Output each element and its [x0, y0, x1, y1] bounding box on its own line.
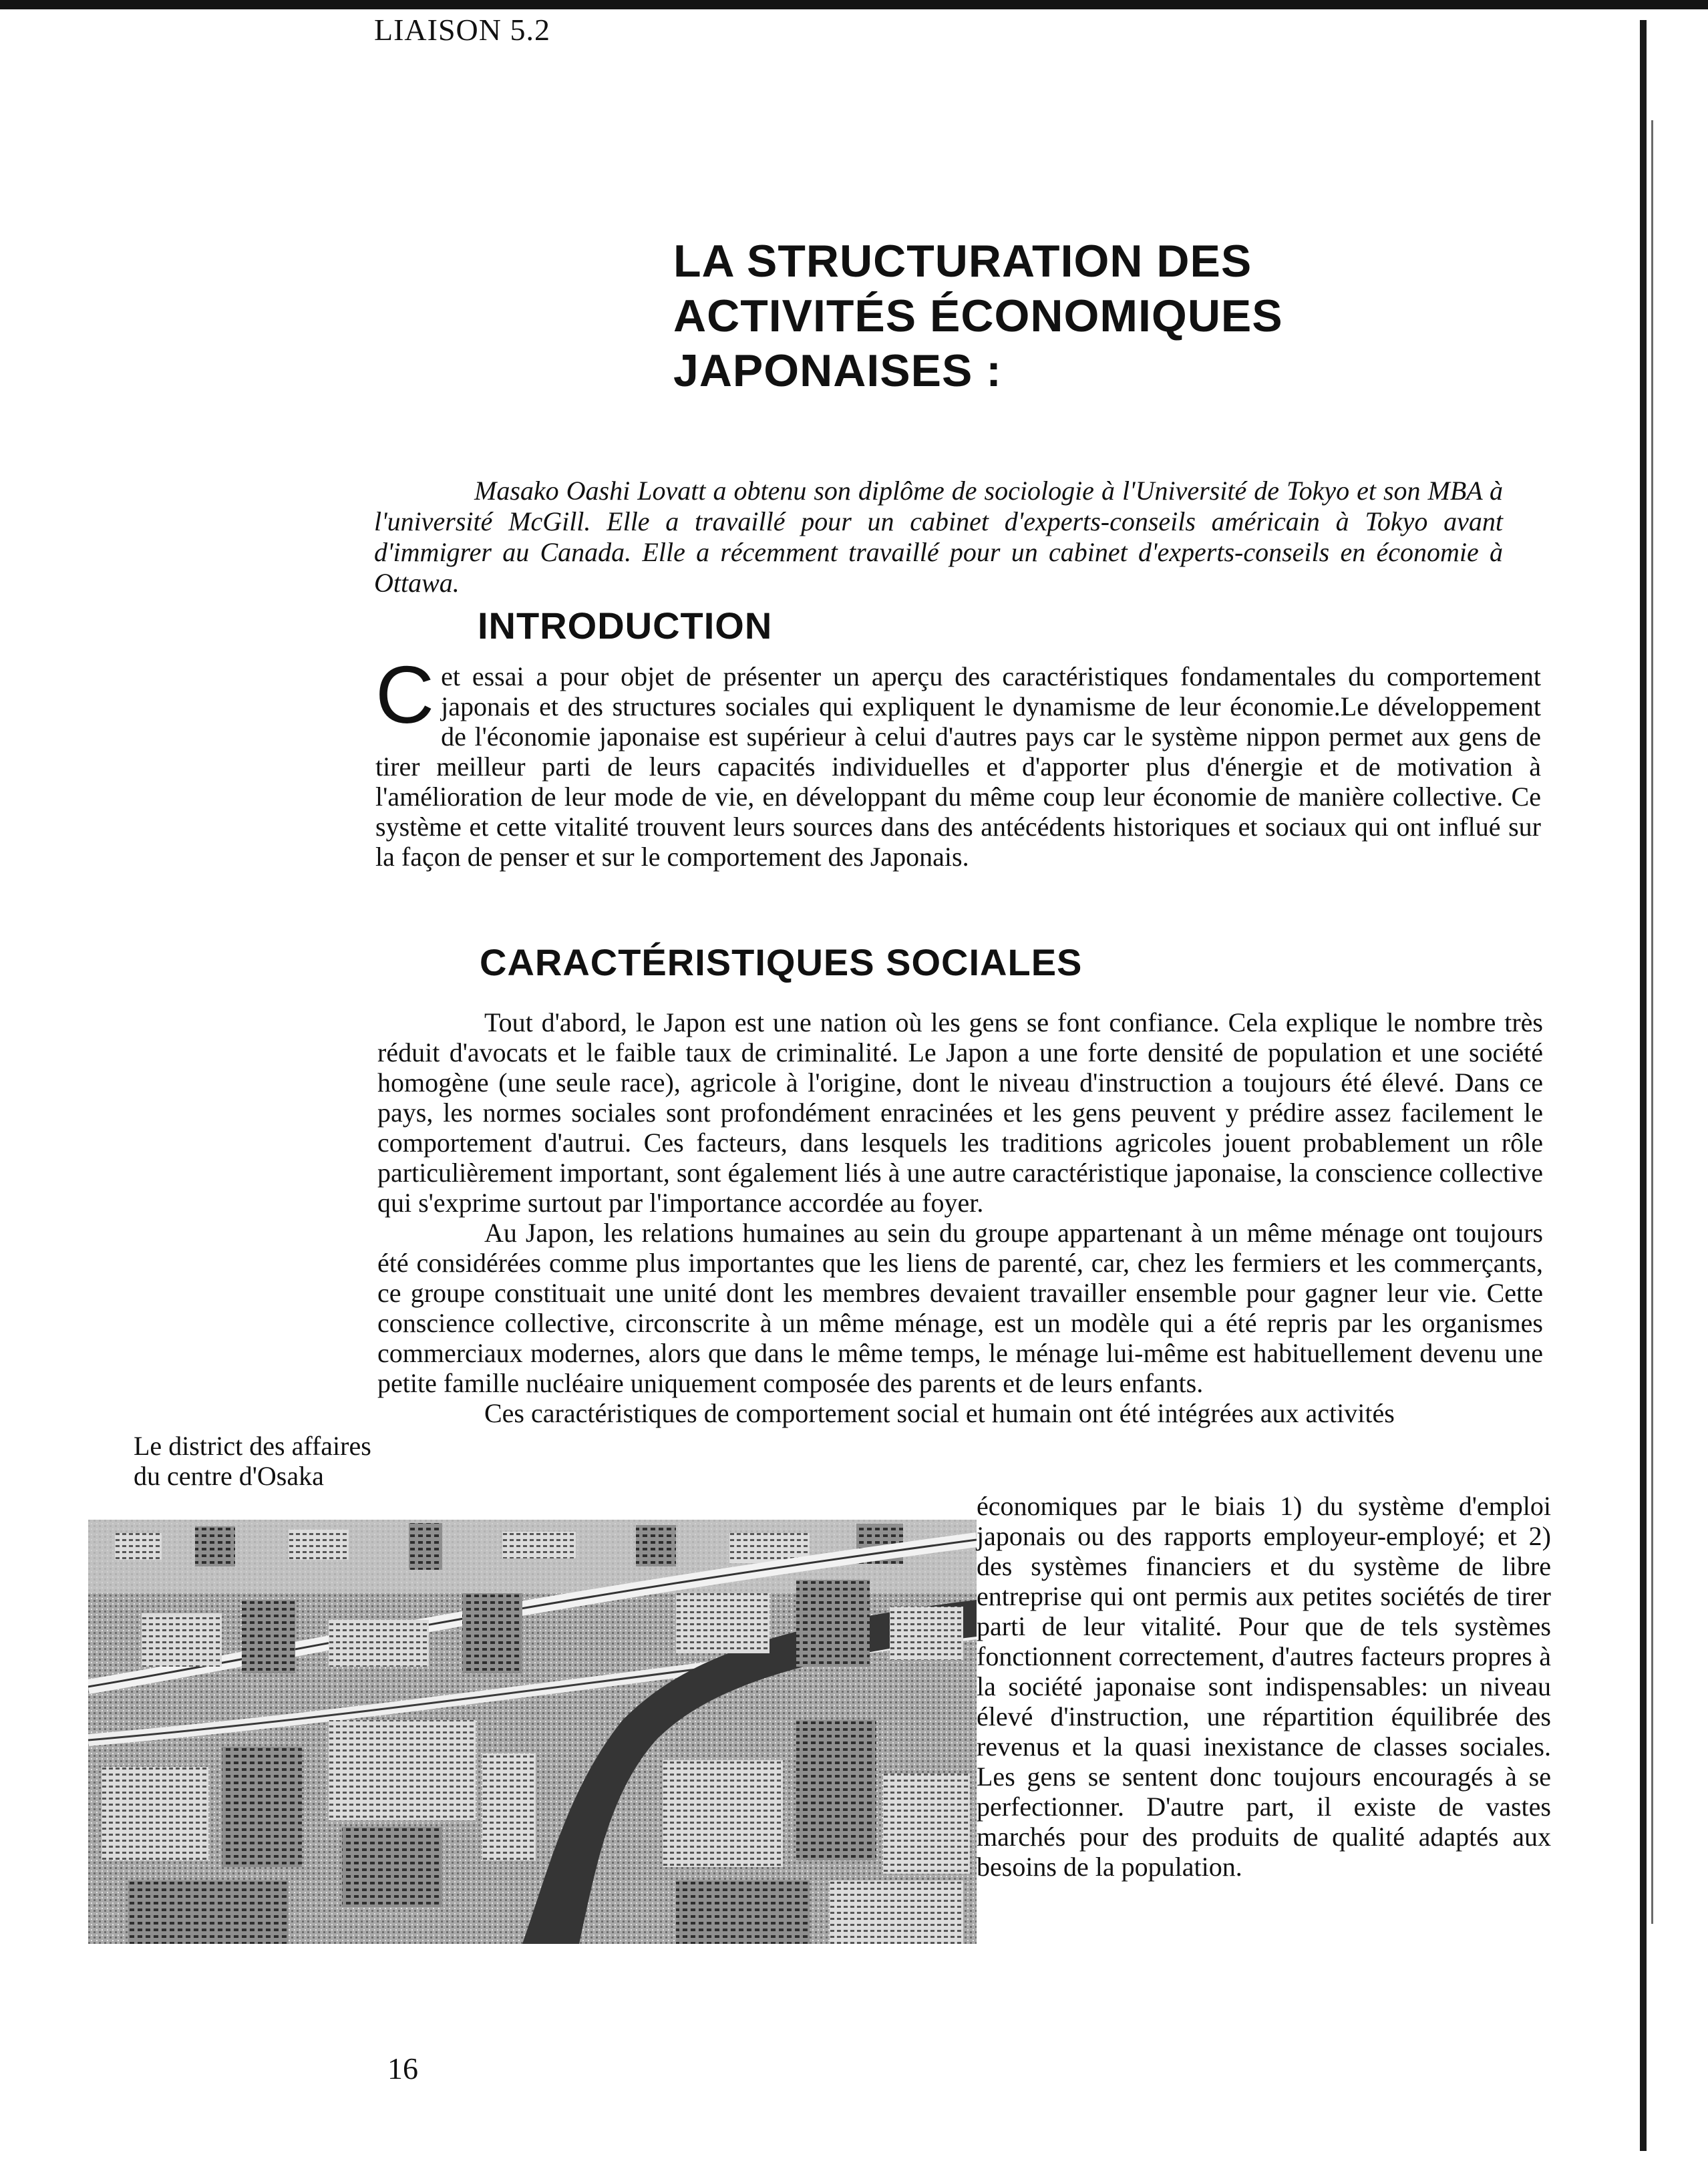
article-title: [673, 234, 1542, 398]
page-number: 16: [387, 2051, 418, 2085]
title-line: JAPONAISES :: [673, 345, 1002, 396]
title-line: LA STRUCTURATION DES: [673, 236, 1252, 287]
binding-shadow-line: [1651, 120, 1653, 1924]
top-rule: [0, 0, 1708, 9]
social-section-body: [377, 1007, 1543, 1428]
introduction-paragraph: [375, 649, 1541, 872]
drop-cap: C: [375, 649, 435, 740]
body-paragraph: Tout d'abord, le Japon est une nation où les gens se font confiance. Cela explique le nombre très réduit d'avocats et le faible taux de criminalité. Le Japon a une forte densité de population et une société homogène (une seule race), agricole à l'origine, dont le niveau d'instruction a toujours été élevé. Dans ce pays, les normes sociales sont profondément enracinées et les gens peuvent y prédire assez facilement le comportement d'autrui. Ces facteurs, dans lesquels les traditions agricoles jouent probablement un rôle particulièrement important, sont également liés à une autre caractéristique japonaise, la conscience collective qui s'exprime surtout par l'importance accordée au foyer.: [377, 1007, 1543, 1218]
wrapped-continuation-text: économiques par le biais 1) du système d'emploi japonais ou des rapports employeur-employé; et 2) des systèmes financiers et du système de libre entreprise qui ont permis aux petites sociétés de tirer parti de leur vitalité. Pour que de tels systèmes fonctionnent correctement, d'autres facteurs propres à la société japonaise sont indispensables: un niveau élevé d'instruction, une répartition équilibrée des revenus et la quasi inexistance de classes sociales. Les gens se sentent donc toujours encouragés à se perfectionner. D'autre part, il existe de vastes marchés pour des produits de qualité adaptés aux besoins de la population.: [977, 1491, 1551, 1882]
osaka-aerial-photo: [88, 1520, 977, 1944]
social-heading: CARACTÉRISTIQUES SOCIALES: [480, 941, 1083, 983]
introduction-heading: INTRODUCTION: [478, 605, 773, 647]
title-line: ACTIVITÉS ÉCONOMIQUES: [673, 291, 1283, 341]
running-head: LIAISON 5.2: [374, 13, 550, 47]
photo-caption: Le district des affaires du centre d'Osaka: [134, 1431, 371, 1491]
body-paragraph: Ces caractéristiques de comportement social et humain ont été intégrées aux activités: [484, 1398, 1395, 1428]
author-byline: Masako Oashi Lovatt a obtenu son diplôme de sociologie à l'Université de Tokyo et son MBA à l'université McGill. Elle a travaillé pour un cabinet d'experts-conseils américain à Tokyo avant d'immigrer au Canada. Elle a récemment travaillé pour un cabinet d'experts-conseils en économie à Ottawa.: [374, 476, 1503, 598]
introduction-text: et essai a pour objet de présenter un aperçu des caractéristiques fondamentales du comportement japonais et des structures sociales qui expliquent le dynamisme de leur économie.Le développement de l'économie japonaise est supérieur à celui d'autres pays car le système nippon permet aux gens de tirer meilleur parti de leurs capacités individuelles et d'apporter plus d'énergie et de motivation à l'amélioration de leur mode de vie, en développant du même coup leur économie de manière collective. Ce système et cette vitalité trouvent leurs sources dans des antécédents historiques et sociaux qui ont influé sur la façon de penser et sur le comportement des Japonais.: [375, 661, 1541, 872]
body-paragraph: Au Japon, les relations humaines au sein du groupe appartenant à un même ménage ont toujours été considérées comme plus importantes que les liens de parenté, car, chez les fermiers et les commerçants, ce groupe constituait une unité dont les membres devaient travailler ensemble pour gagner leur vie. Cette conscience collective, circonscrite à un même ménage, est un modèle qui a été repris par les organismes commerciaux modernes, alors que dans le même temps, le ménage lui-même est habituellement devenu une petite famille nucléaire uniquement composée des parents et de leurs enfants.: [377, 1218, 1543, 1398]
binding-edge: [1640, 20, 1647, 2151]
